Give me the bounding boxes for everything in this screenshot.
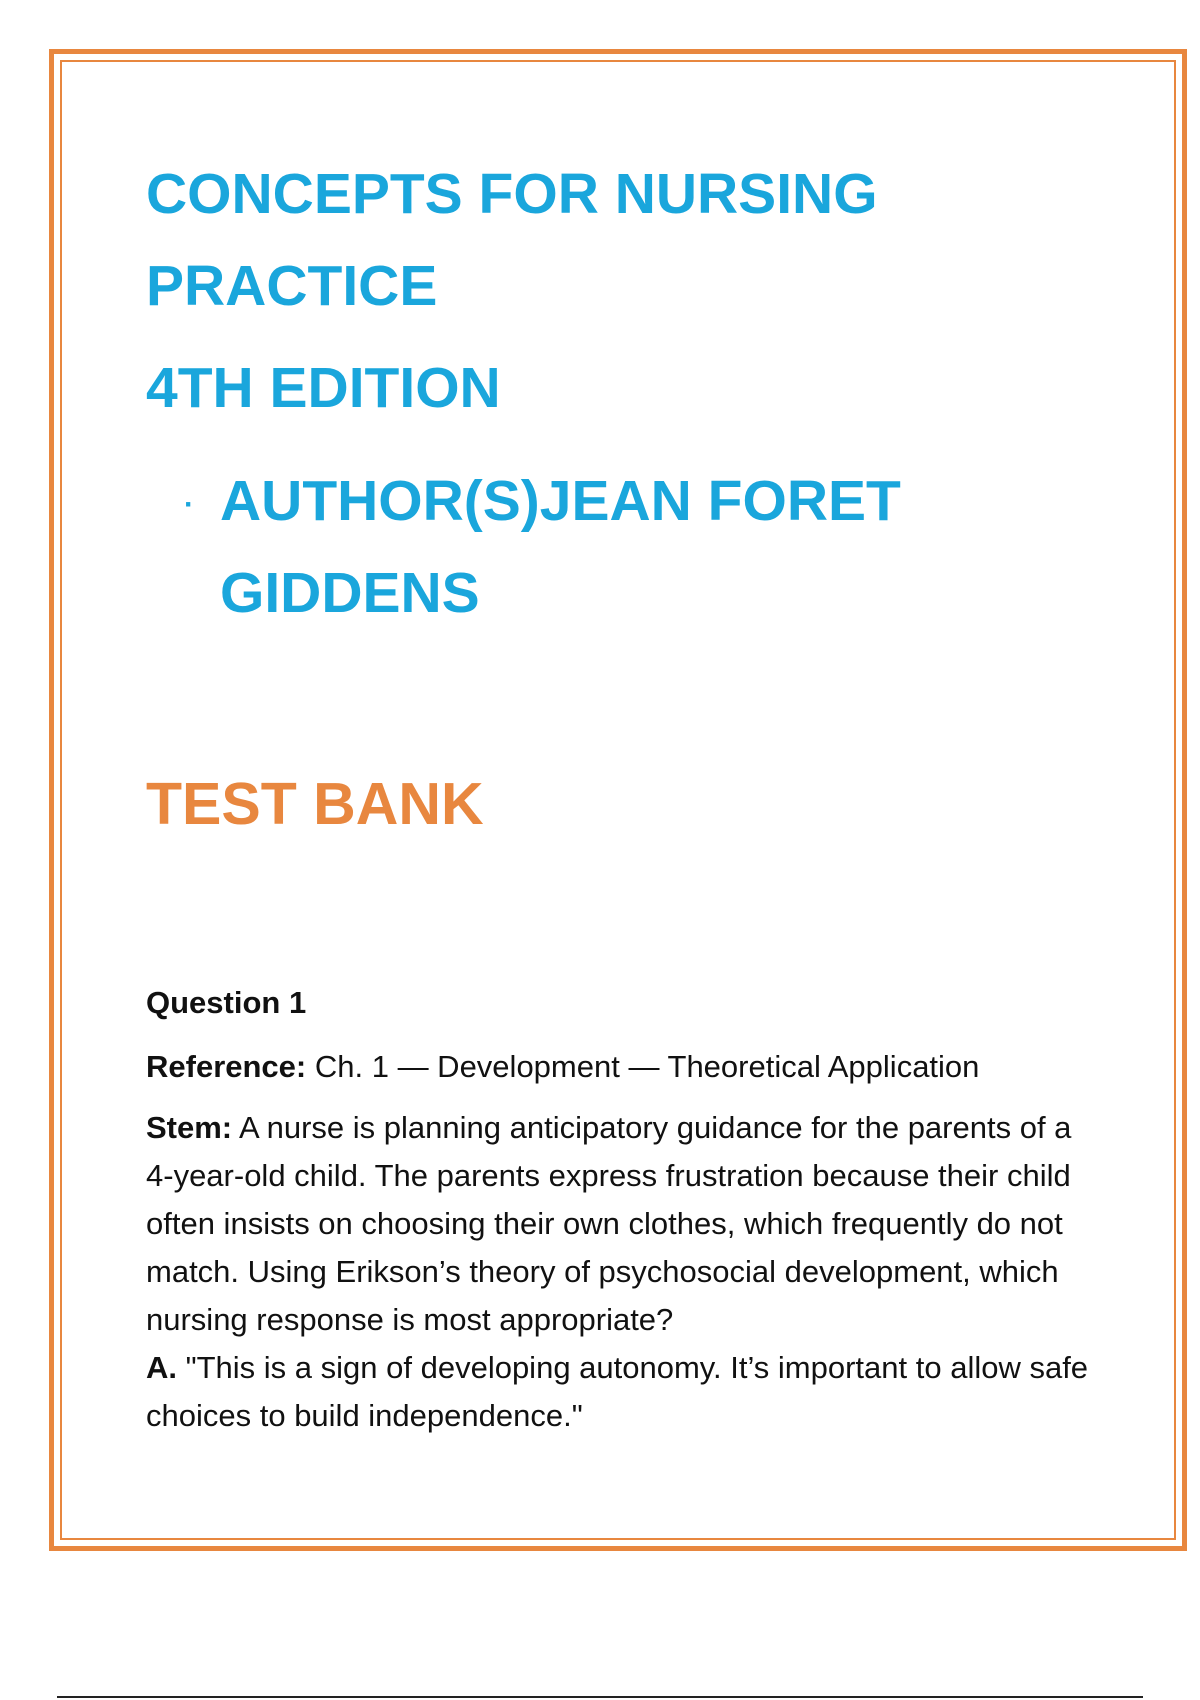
book-title	[146, 148, 1046, 332]
stem-text: A nurse is planning anticipatory guidance for the parents of a 4-year-old child. The parents express frustration because their child often insists on choosing their own clothes, which frequently do not match. Using Erikson’s theory of psychosocial development, which nursing response is most appropriate?	[146, 1110, 1072, 1337]
question-reference	[146, 1044, 1096, 1090]
reference-label: Reference:	[146, 1049, 307, 1084]
edition-heading: 4TH EDITION	[146, 356, 501, 420]
test-bank-heading: TEST BANK	[146, 771, 484, 837]
question-heading: Question 1	[146, 985, 307, 1020]
option-a-label: A.	[146, 1350, 177, 1385]
question-block	[146, 980, 1096, 1440]
option-a-text: "This is a sign of developing autonomy. It’s important to allow safe choices to build independence."	[146, 1350, 1089, 1433]
author-name	[220, 455, 980, 639]
stem-label: Stem:	[146, 1110, 233, 1145]
reference-text: Ch. 1 — Development — Theoretical Application	[306, 1049, 980, 1084]
question-stem	[146, 1104, 1096, 1440]
author-line-2: GIDDENS	[220, 561, 480, 625]
author-line-1: AUTHOR(S)JEAN FORET	[220, 469, 901, 533]
book-title-line-2: PRACTICE	[146, 254, 438, 318]
footer-divider	[57, 1696, 1143, 1698]
bullet-icon: ·	[184, 488, 194, 521]
book-title-line-1: CONCEPTS FOR NURSING	[146, 162, 878, 226]
